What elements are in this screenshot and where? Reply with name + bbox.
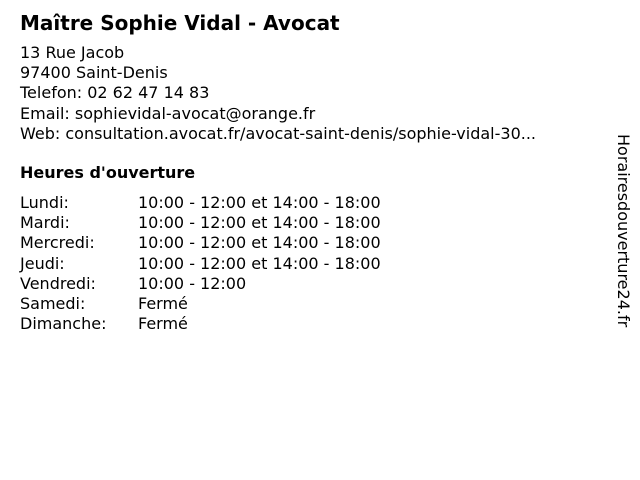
- time-value: 10:00 - 12:00 et 14:00 - 18:00: [138, 253, 381, 273]
- time-value: 10:00 - 12:00 et 14:00 - 18:00: [138, 213, 381, 233]
- time-value: 10:00 - 12:00 et 14:00 - 18:00: [138, 233, 381, 253]
- hours-row-samedi: [20, 294, 381, 314]
- hours-row-mercredi: [20, 233, 381, 253]
- time-value: Fermé: [138, 294, 188, 314]
- day-label: Dimanche:: [20, 314, 107, 334]
- day-label: Mercredi:: [20, 233, 95, 253]
- hours-row-lundi: [20, 193, 381, 213]
- contact-info: [20, 43, 536, 144]
- city: 97400 Saint-Denis: [20, 63, 168, 83]
- opening-hours-heading: Heures d'ouverture: [20, 163, 196, 182]
- day-label: Vendredi:: [20, 273, 96, 293]
- opening-hours-table: [20, 193, 381, 334]
- hours-row-dimanche: [20, 314, 381, 334]
- email-address: Email: sophievidal-avocat@orange.fr: [20, 103, 316, 123]
- website-url: Web: consultation.avocat.fr/avocat-saint-denis/sophie-vidal-30...: [20, 123, 537, 143]
- time-value: 10:00 - 12:00: [138, 273, 247, 293]
- street-address: 13 Rue Jacob: [20, 43, 125, 62]
- day-label: Jeudi:: [20, 253, 65, 273]
- hours-row-mardi: [20, 213, 381, 233]
- hours-row-vendredi: [20, 274, 381, 294]
- day-label: Mardi:: [20, 213, 70, 233]
- hours-row-jeudi: [20, 254, 381, 274]
- phone-number: Telefon: 02 62 47 14 83: [20, 83, 210, 103]
- time-value: 10:00 - 12:00 et 14:00 - 18:00: [138, 193, 381, 212]
- business-title: Maître Sophie Vidal - Avocat: [20, 11, 340, 35]
- site-watermark: Horairesdouverture24.fr: [614, 134, 633, 328]
- day-label: Lundi:: [20, 193, 69, 212]
- day-label: Samedi:: [20, 294, 86, 314]
- time-value: Fermé: [138, 314, 188, 334]
